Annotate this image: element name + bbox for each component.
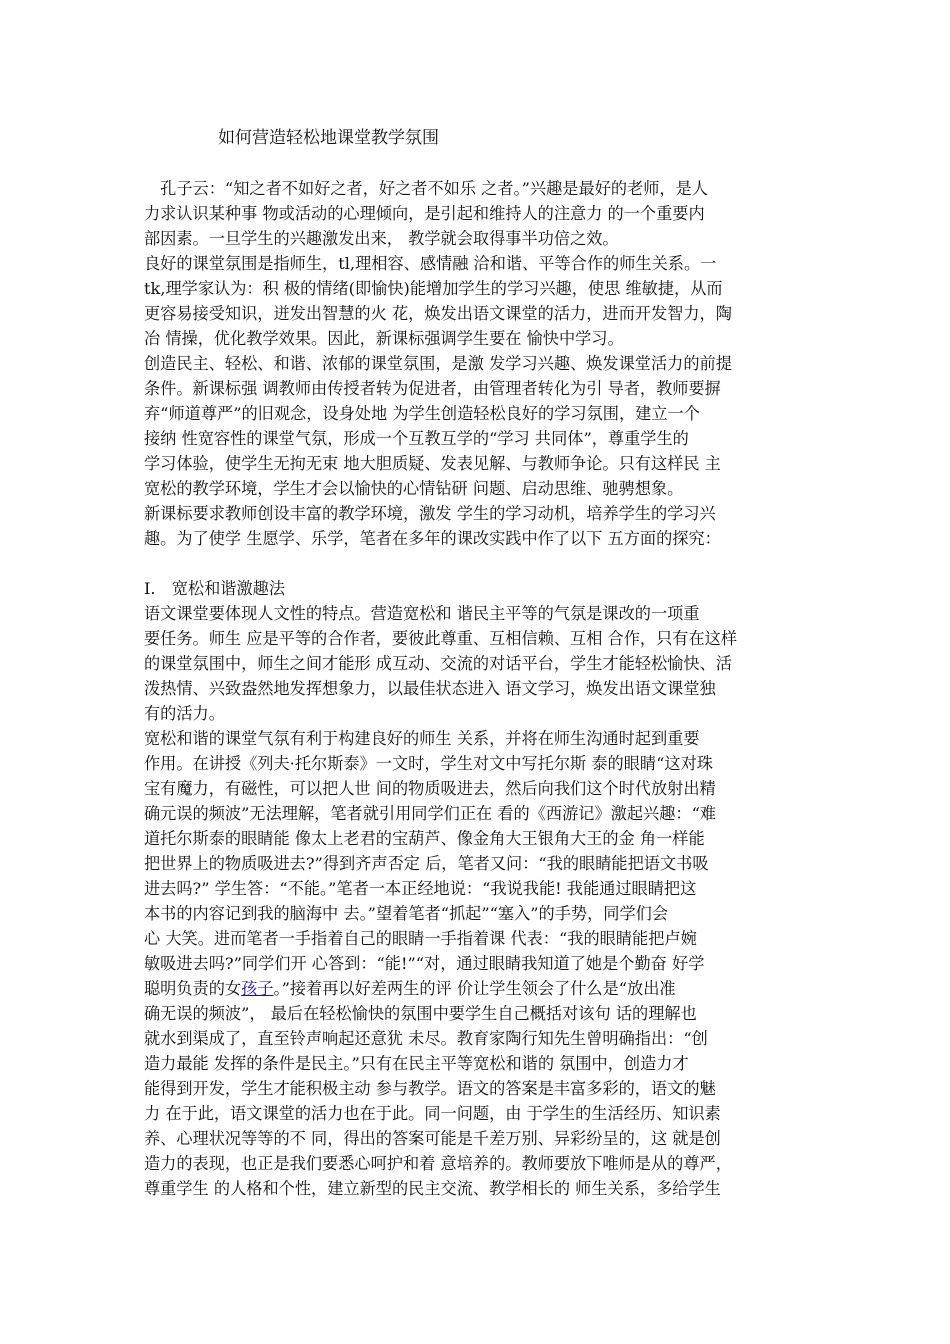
text-line: 造力的表现，也正是我们要悉心呵护和着 意培养的。教师要放下唯师是从的尊严， xyxy=(144,1154,732,1173)
text-line: 作用。在讲授《列夫·托尔斯泰》一文时，学生对文中写托尔斯 泰的眼睛“这对珠 xyxy=(144,754,713,773)
text-line: 的课堂氛围中，师生之间才能形 成互动、交流的对话平台，学生才能轻松愉快、活 xyxy=(144,654,732,673)
text-line: 要任务。师生 应是平等的合作者，要彼此尊重、互相信赖、互相 合作，只有在这样 xyxy=(144,629,738,648)
text-line: 新课标要求教师创设丰富的教学环境，激发 学生的学习动机，培养学生的学习兴 xyxy=(144,504,716,523)
text-line: 条件。新课标强 调教师由传授者转为促进者，由管理者转化为引 导者，教师要摒 xyxy=(144,379,721,398)
text-line: 创造民主、轻松、和谐、浓郁的课堂氛围，是激 发学习兴趣、焕发课堂活力的前提 xyxy=(144,354,732,373)
text-line: 力求认识某种事 物或活动的心理倾向，是引起和维持人的注意力 的一个重要内 xyxy=(144,204,705,223)
text-line: 养、心理状况等等的不 同，得出的答案可能是千差万别、异彩纷呈的，这 就是创 xyxy=(144,1129,721,1148)
text-line: tk,理学家认为：积 极的情绪(即愉快)能增加学生的学习兴趣，使思 维敏捷，从而 xyxy=(144,279,723,298)
text-line: 宽松的教学环境，学生才会以愉快的心情钻研 问题、启动思维、驰骋想象。 xyxy=(144,479,684,498)
text-line: 孔子云：“知之者不如好之者，好之者不如乐 之者。”兴趣是最好的老师，是人 xyxy=(144,179,708,198)
document-body xyxy=(144,176,816,1201)
document-title: 如何营造轻松地课堂教学氛围 xyxy=(218,128,439,148)
child-link[interactable]: 孩子 xyxy=(241,979,274,998)
text-line: 有的活力。 xyxy=(144,704,225,723)
blank-line xyxy=(144,551,816,576)
text-line-with-link xyxy=(144,976,816,1001)
text-line: 尊重学生 的人格和个性，建立新型的民主交流、教学相长的 师生关系，多给学生 xyxy=(144,1179,721,1198)
section-heading: I. 宽松和谐激趣法 xyxy=(144,579,286,598)
text-segment: 聪明负责的女 xyxy=(144,979,242,998)
text-line: 良好的课堂氛围是指师生，tl,理相容、感情融 洽和谐、平等合作的师生关系。一 xyxy=(144,254,717,273)
text-line: 确元误的频波”无法理解，笔者就引用同学们正在 看的《西游记》激起兴趣：“难 xyxy=(144,804,717,823)
text-line: 就水到渠成了，直至铃声响起还意犹 未尽。教育家陶行知先生曾明确指出：“创 xyxy=(144,1029,708,1048)
text-line: 把世界上的物质吸进去?”得到齐声否定 后，笔者又问：“我的眼睛能把语文书吸 xyxy=(144,854,709,873)
text-line: 冶 情操，优化教学效果。因此，新课标强调学生要在 愉快中学习。 xyxy=(144,329,624,348)
text-line: 本书的内容记到我的脑海中 去。”望着笔者“抓起”“塞入”的手势，同学们会 xyxy=(144,904,669,923)
text-line: 确无误的频波”， 最后在轻松愉快的氛围中要学生自己概括对该句 话的理解也 xyxy=(144,1004,697,1023)
text-line: 能得到开发，学生才能积极主动 参与教学。语文的答案是丰富多彩的，语文的魅 xyxy=(144,1079,716,1098)
text-line: 更容易接受知识，迸发出智慧的火 花，焕发出语文课堂的活力，进而开发智力，陶 xyxy=(144,304,732,323)
text-line: 造力最能 发挥的条件是民主。”只有在民主平等宽松和谐的 氛围中，创造力才 xyxy=(144,1054,689,1073)
text-line: 接纳 性宽容性的课堂气氛，形成一个互教互学的“学习 共同体”，尊重学生的 xyxy=(144,429,689,448)
text-line: 道托尔斯泰的眼睛能 像太上老君的宝葫芦、像金角大王银角大王的金 角一样能 xyxy=(144,829,705,848)
text-line: 趣。为了使学 生愿学、乐学，笔者在多年的课改实践中作了以下 五方面的探究： xyxy=(144,529,721,548)
text-line: 进去吗?” 学生答：“不能。”笔者一本正经地说：“我说我能! 我能通过眼睛把这 xyxy=(144,879,697,898)
text-line: 部因素。一旦学生的兴趣激发出来， 教学就会取得事半功倍之效。 xyxy=(144,229,619,248)
text-line: 敏吸进去吗?”同学们开 心答到：“能!”“对，通过眼睛我知道了她是个勤奋 好学 xyxy=(144,954,705,973)
text-line: 泼热情、兴致盎然地发挥想象力，以最佳状态进入 语文学习，焕发出语文课堂独 xyxy=(144,679,716,698)
text-line: 宝有魔力，有磁性，可以把人世 间的物质吸进去，然后向我们这个时代放射出精 xyxy=(144,779,716,798)
text-segment: 。”接着再以好差两生的评 价让学生领会了什么是“放出准 xyxy=(273,979,676,998)
text-line: 宽松和谐的课堂气氛有利于构建良好的师生 关系，并将在师生沟通时起到重要 xyxy=(144,729,700,748)
text-line: 弃“师道尊严”的旧观念，设身处地 为学生创造轻松良好的学习氛围，建立一个 xyxy=(144,404,700,423)
text-line: 心 大笑。进而笔者一手指着自己的眼睛一手指着课 代表：“我的眼睛能把卢婉 xyxy=(144,929,697,948)
text-line: 学习体验，使学生无拘无束 地大胆质疑、发表见解、与教师争论。只有这样民 主 xyxy=(144,454,721,473)
text-line: 力 在于此，语文课堂的活力也在于此。同一问题，由 于学生的生活经历、知识素 xyxy=(144,1104,721,1123)
text-line: 语文课堂要体现人文性的特点。营造宽松和 谐民主平等的气氛是课改的一项重 xyxy=(144,604,700,623)
